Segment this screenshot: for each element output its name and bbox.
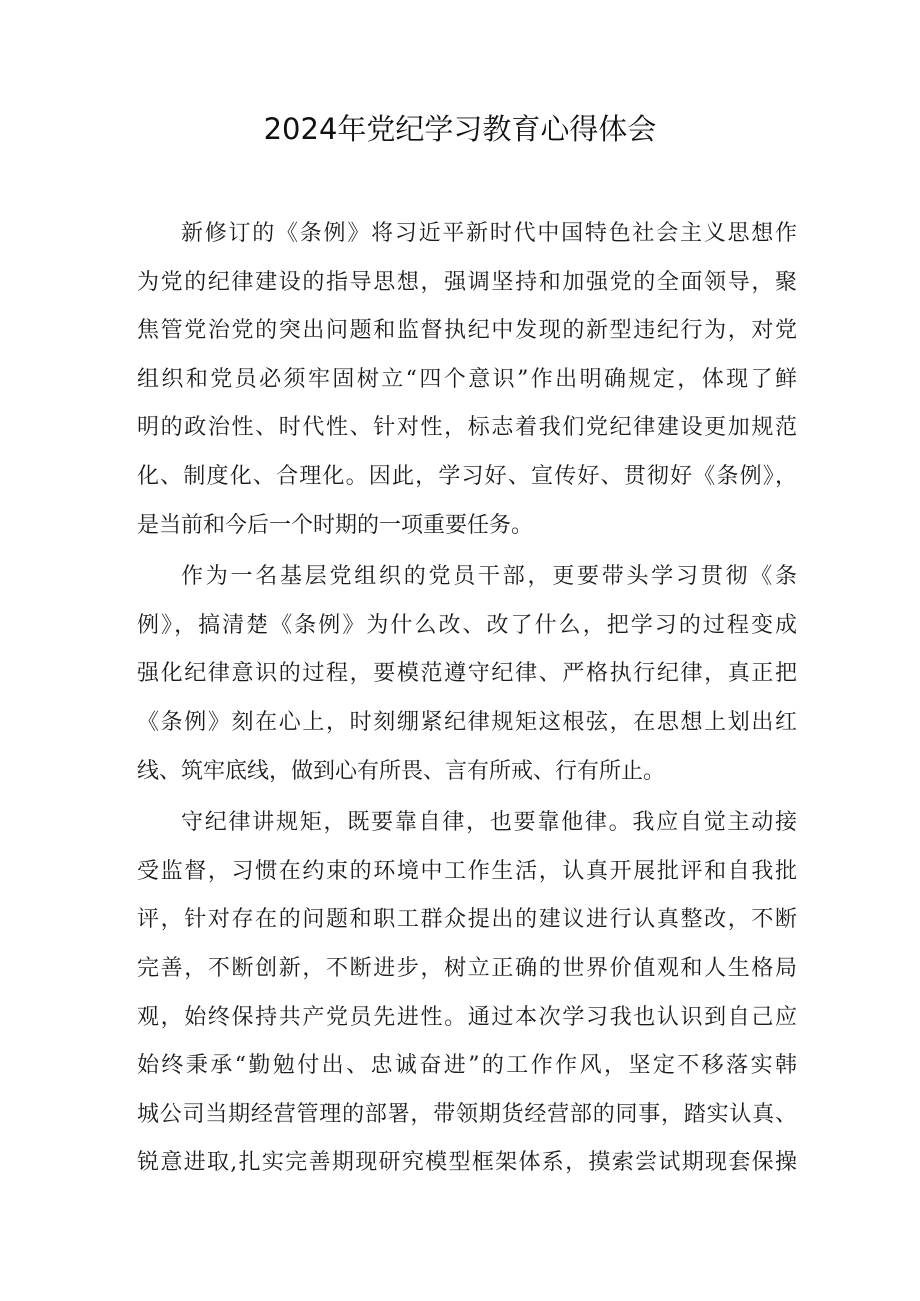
paragraph-3 <box>137 799 797 1188</box>
text-line: 为党的纪律建设的指导思想，强调坚持和加强党的全面领导，聚 <box>137 269 797 295</box>
document-body <box>137 210 797 1191</box>
paragraph-1 <box>137 210 797 550</box>
text-line: 组织和党员必须牢固树立“四个意识”作出明确规定，体现了鲜 <box>137 366 797 392</box>
text-line: 焦管党治党的突出问题和监督执纪中发现的新型违纪行为，对党 <box>137 318 797 344</box>
text-line: 受监督，习惯在约束的环境中工作生活，认真开展批评和自我批 <box>137 858 797 884</box>
text-line: 例》，搞清楚《条例》为什么改、改了什么，把学习的过程变成 <box>137 612 797 638</box>
paragraph-2 <box>137 553 797 796</box>
text-line: 城公司当期经营管理的部署，带领期货经营部的同事，踏实认真、 <box>137 1101 797 1127</box>
text-line: 评，针对存在的问题和职工群众提出的建议进行认真整改，不断 <box>137 907 797 933</box>
text-line: 始终秉承“勤勉付出、忠诚奋进”的工作作风，坚定不移落实韩 <box>137 1053 797 1079</box>
text-line: 化、制度化、合理化。因此，学习好、宣传好、贯彻好《条例》， <box>137 463 797 489</box>
text-line: 锐意进取,扎实完善期现研究模型框架体系，摸索尝试期现套保操 <box>137 1150 797 1176</box>
text-line: 守纪律讲规矩，既要靠自律，也要靠他律。我应自觉主动接 <box>181 810 797 836</box>
text-line: 线、筑牢底线，做到心有所畏、言有所戒、行有所止。 <box>137 758 666 784</box>
text-line: 明的政治性、时代性、针对性，标志着我们党纪律建设更加规范 <box>137 415 797 441</box>
text-line: 新修订的《条例》将习近平新时代中国特色社会主义思想作 <box>181 221 797 246</box>
text-line: 观，始终保持共产党员先进性。通过本次学习我也认识到自己应 <box>137 1004 797 1030</box>
document-title: 2024年党纪学习教育心得体会 <box>263 112 657 146</box>
text-line: 是当前和今后一个时期的一项重要任务。 <box>137 512 534 538</box>
text-line: 完善，不断创新，不断进步，树立正确的世界价值观和人生格局 <box>137 955 797 981</box>
text-line: 强化纪律意识的过程，要模范遵守纪律、严格执行纪律，真正把 <box>137 661 797 687</box>
text-line: 《条例》刻在心上，时刻绷紧纪律规矩这根弦，在思想上划出红 <box>137 709 797 735</box>
text-line: 作为一名基层党组织的党员干部，更要带头学习贯彻《条 <box>181 564 797 590</box>
